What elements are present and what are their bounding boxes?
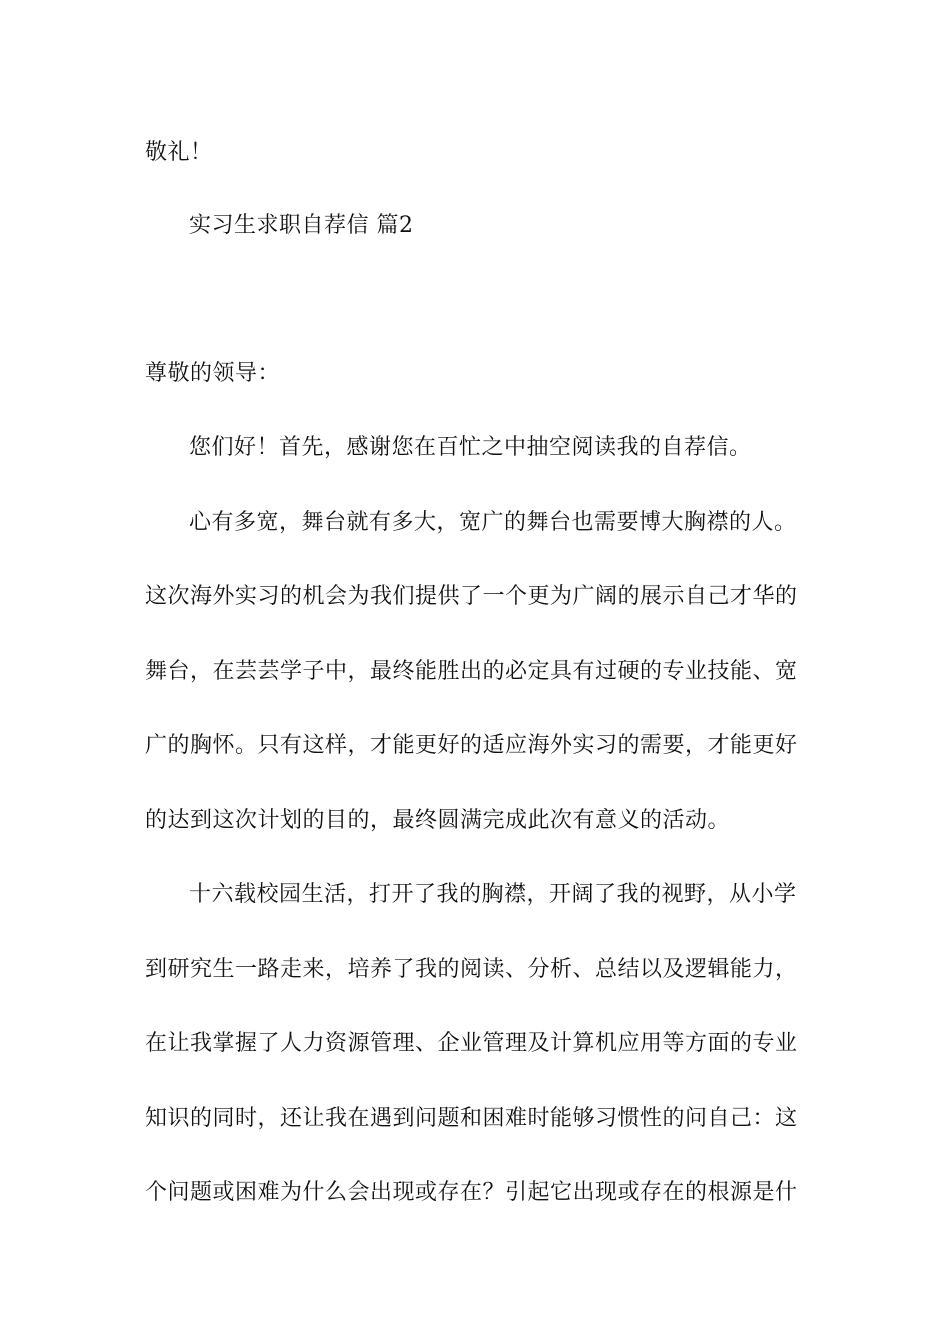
paragraph2-line-2: 这次海外实习的机会为我们提供了一个更为广阔的展示自己才华的 (145, 584, 798, 609)
paragraph3-line-3: 在让我掌握了人力资源管理、企业管理及计算机应用等方面的专业 (145, 1031, 798, 1056)
paragraph3-line-1: 十六载校园生活，打开了我的胸襟，开阔了我的视野，从小学 (189, 882, 797, 907)
paragraph3-line-5: 个问题或困难为什么会出现或存在？引起它出现或存在的根源是什 (145, 1180, 798, 1205)
greeting-line: 您们好！首先，感谢您在百忙之中抽空阅读我的自荐信。 (189, 435, 752, 460)
section-title: 实习生求职自荐信 篇2 (189, 213, 414, 238)
paragraph2-line-4: 广的胸怀。只有这样，才能更好的适应海外实习的需要，才能更好 (145, 733, 798, 758)
paragraph2-line-1: 心有多宽，舞台就有多大，宽广的舞台也需要博大胸襟的人。 (189, 510, 797, 535)
paragraph3-line-2: 到研究生一路走来，培养了我的阅读、分析、总结以及逻辑能力， (145, 957, 798, 982)
closing-line: 敬礼！ (145, 140, 213, 165)
paragraph2-line-5: 的达到这次计划的目的，最终圆满完成此次有意义的活动。 (145, 808, 731, 833)
paragraph3-line-4: 知识的同时，还让我在遇到问题和困难时能够习惯性的问自己：这 (145, 1106, 798, 1131)
salutation-line: 尊敬的领导： (145, 361, 281, 386)
paragraph2-line-3: 舞台，在芸芸学子中，最终能胜出的必定具有过硬的专业技能、宽 (145, 659, 798, 684)
